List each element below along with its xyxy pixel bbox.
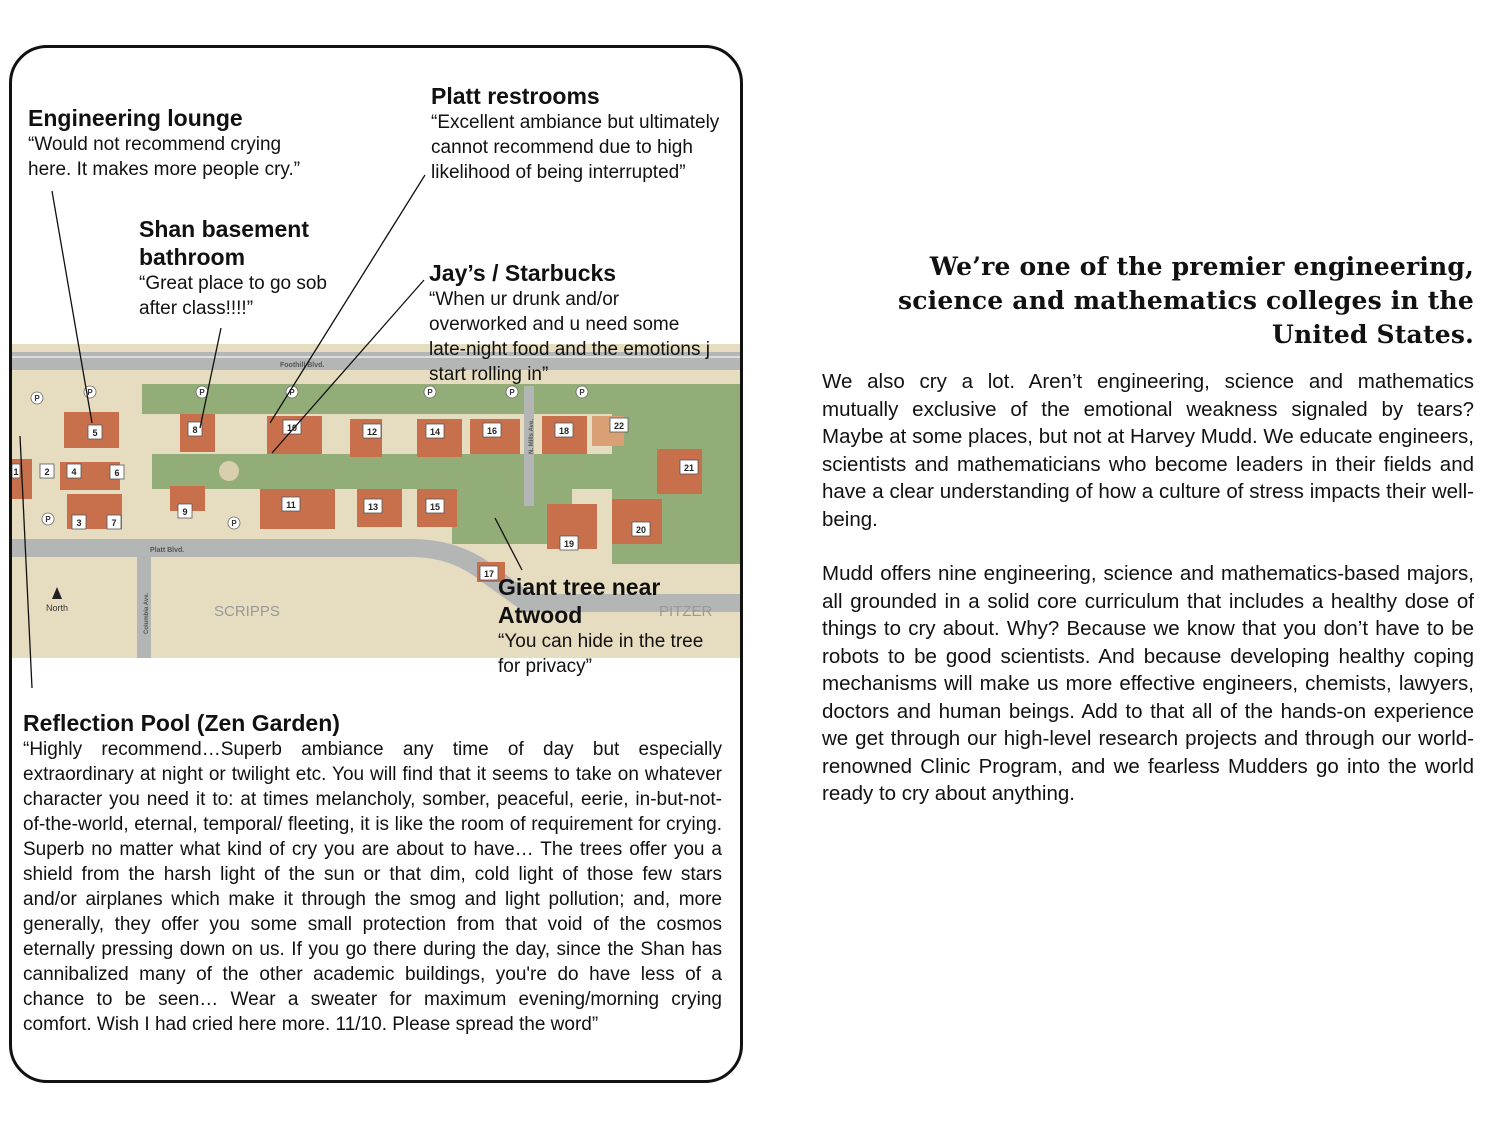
parking-label: P [427, 388, 433, 397]
headline: We’re one of the premier engineering, science and mathematics colleges in the United States. [897, 252, 1474, 349]
giant-tree-quote: “You can hide in the tree for privacy” [498, 631, 704, 677]
building-22-label: 22 [613, 421, 625, 431]
reflection-pool-title: Reflection Pool (Zen Garden) [23, 710, 340, 736]
reflection-pool-callout [23, 709, 722, 1037]
building-10-label: 10 [286, 423, 298, 433]
platt-restrooms-quote: “Excellent ambiance but ultimately cannot recommend due to high likelihood of being interrupted” [431, 112, 720, 183]
scripps-label: SCRIPPS [214, 603, 280, 620]
parking-label: P [579, 388, 585, 397]
parking-label: P [87, 388, 93, 397]
shan-basement-title: Shan basement bathroom [139, 216, 309, 270]
platt-restrooms-callout [431, 82, 721, 185]
engineering-lounge-title: Engineering lounge [28, 105, 243, 131]
jays-starbucks-quote: “When ur drunk and/or overworked and u need some late-night food and the emotions j start rolling in” [429, 289, 710, 385]
reflection-pool-leader [20, 436, 32, 688]
building-2-label: 2 [44, 467, 50, 477]
building-21-label: 21 [683, 463, 695, 473]
building-12-label: 12 [366, 427, 378, 437]
pitzer-label: PITZER [659, 603, 713, 620]
giant-tree-title: Giant tree near Atwood [498, 574, 661, 628]
building-20-label: 20 [635, 525, 647, 535]
building-14-label: 14 [429, 427, 441, 437]
platt-street-label: Platt Blvd. [150, 547, 185, 554]
building-19-label: 19 [563, 539, 575, 549]
parking-label: P [509, 388, 515, 397]
parking-label: P [45, 515, 51, 524]
building-18-label: 18 [558, 426, 570, 436]
platt-restrooms-title: Platt restrooms [431, 83, 600, 109]
building-9-label: 9 [182, 507, 188, 517]
jays-starbucks-title: Jay’s / Starbucks [429, 260, 617, 286]
shan-basement-leader [200, 328, 221, 428]
building-6-label: 6 [114, 468, 120, 478]
intro-paragraph: We also cry a lot. Aren’t engineering, science and mathematics mutually exclusive of the emotional weakness signaled by tears? Maybe at some places, but not at Harvey Mudd. We educate engineers, scientists and mathematicians who become leaders in their fields and have a clear understanding of how a culture of stress impacts their well-being. [822, 370, 1474, 531]
building-1-label: 1 [13, 467, 19, 477]
north-label: North [45, 603, 69, 613]
building-15-label: 15 [429, 502, 441, 512]
majors-paragraph: Mudd offers nine engineering, science and mathematics-based majors, all grounded in a solid core curriculum that includes a healthy dose of things to cry about. Why? Because we know that you don’t have to be robots to be good scientists. And because developing healthy coping mechanisms will make us more effective engineers, chemists, lawyers, doctors and human beings. Add to that all of the hands-on experience we get through our high-level research projects and through our world-renowned Clinic Program, and we fearless Mudders go into the world ready to cry about anything. [822, 562, 1474, 805]
building-3-label: 3 [76, 518, 82, 528]
reflection-pool-quote: “Highly recommend…Superb ambiance any time of day but especially extraordinary at night or twilight etc. You will find that it seems to take on whatever character you need it to: at times melancholy, somber, peaceful, eerie, in-but-not-of-the-world, eternal, temporal/ fleeting, it is like the room of requirement for crying. Superb no matter what kind of cry you are about to have… The trees offer you a shield from the harsh light of the sun or that dim, cold light of those few stars and/or airplanes which make it through the smog and light pollution; and, more generally, they offer you some small protection from that void of the cosmos eternally pressing down on us. If you go there during the day, since the Shan has cannibalized many of the other academic buildings, you're do have less of a chance to be seen… Wear a sweater for maximum evening/morning crying comfort. Wish I had cried here more. 11/10. Please spread the word” [23, 739, 722, 1035]
building-13-label: 13 [367, 502, 379, 512]
engineering-lounge-quote: “Would not recommend crying here. It makes more people cry.” [28, 134, 301, 180]
building-16-label: 16 [486, 426, 498, 436]
shan-basement-quote: “Great place to go sob after class!!!!” [139, 273, 327, 319]
shan-basement-callout [139, 215, 359, 321]
parking-label: P [289, 388, 295, 397]
foothill-street-label: Foothill Blvd. [280, 362, 325, 369]
building-7-label: 7 [111, 518, 117, 528]
campus-crying-map-panel [9, 45, 743, 1083]
building-8-label: 8 [192, 425, 198, 435]
building-5-label: 5 [92, 428, 98, 438]
admissions-text-column [822, 250, 1474, 808]
jays-starbucks-callout [429, 259, 721, 387]
building-4-label: 4 [71, 467, 77, 477]
parking-label: P [199, 388, 205, 397]
giant-tree-callout [498, 573, 720, 679]
giant-tree-leader [495, 518, 522, 570]
building-11-label: 11 [286, 500, 296, 510]
mills-street-label: N. Mills Ave. [529, 419, 535, 454]
engineering-lounge-leader [52, 191, 92, 423]
building-17-label: 17 [483, 569, 495, 579]
engineering-lounge-callout [28, 104, 328, 182]
parking-label: P [34, 394, 40, 403]
columbia-street-label: Columbia Ave. [144, 592, 150, 634]
parking-label: P [231, 519, 237, 528]
